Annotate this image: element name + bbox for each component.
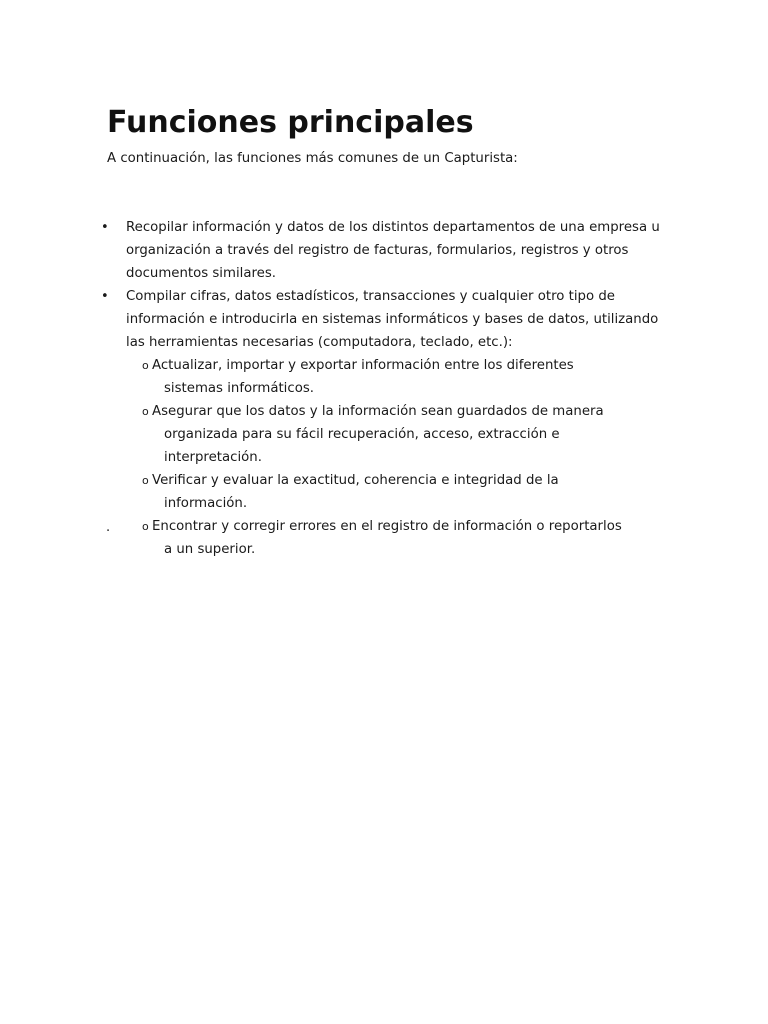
- circle-bullet-icon: o: [142, 405, 149, 418]
- circle-bullet-icon: o: [142, 359, 149, 372]
- sub-list-item-text: Asegurar que los datos y la información sean guardados de manera organizada para su fácil recuperación, acceso, extracción e interpretación.: [152, 404, 604, 465]
- sub-list-item-text: Verificar y evaluar la exactitud, coherencia e integridad de la información.: [152, 473, 559, 511]
- list-item-text: Recopilar información y datos de los distintos departamentos de una empresa u organización a través del registro de facturas, formularios, registros y otros documentos similares.: [126, 220, 660, 281]
- sub-list-item-text: Encontrar y corregir errores en el registro de información o reportarlos a un superior.: [152, 519, 622, 557]
- sub-list-item: [126, 469, 670, 515]
- sub-list-item: [126, 515, 670, 561]
- trailing-text: .: [106, 520, 111, 535]
- intro-paragraph: A continuación, las funciones más comunes de un Capturista:: [107, 151, 518, 166]
- bullet-icon: •: [101, 220, 109, 235]
- bullet-icon: •: [101, 289, 109, 304]
- circle-bullet-icon: o: [142, 520, 149, 533]
- circle-bullet-icon: o: [142, 474, 149, 487]
- functions-list: [100, 216, 670, 561]
- sub-list-item: [126, 354, 670, 400]
- sub-list-item: [126, 400, 670, 469]
- sub-list: [126, 354, 670, 561]
- list-item: [100, 285, 670, 561]
- page-title: Funciones principales: [107, 105, 474, 140]
- sub-list-item-text: Actualizar, importar y exportar información entre los diferentes sistemas informáticos.: [152, 358, 574, 396]
- list-item: [100, 216, 670, 285]
- list-item-text: Compilar cifras, datos estadísticos, transacciones y cualquier otro tipo de información e introducirla en sistemas informáticos y bases de datos, utilizando las herramientas necesarias (computadora, teclado, etc.):: [126, 289, 659, 350]
